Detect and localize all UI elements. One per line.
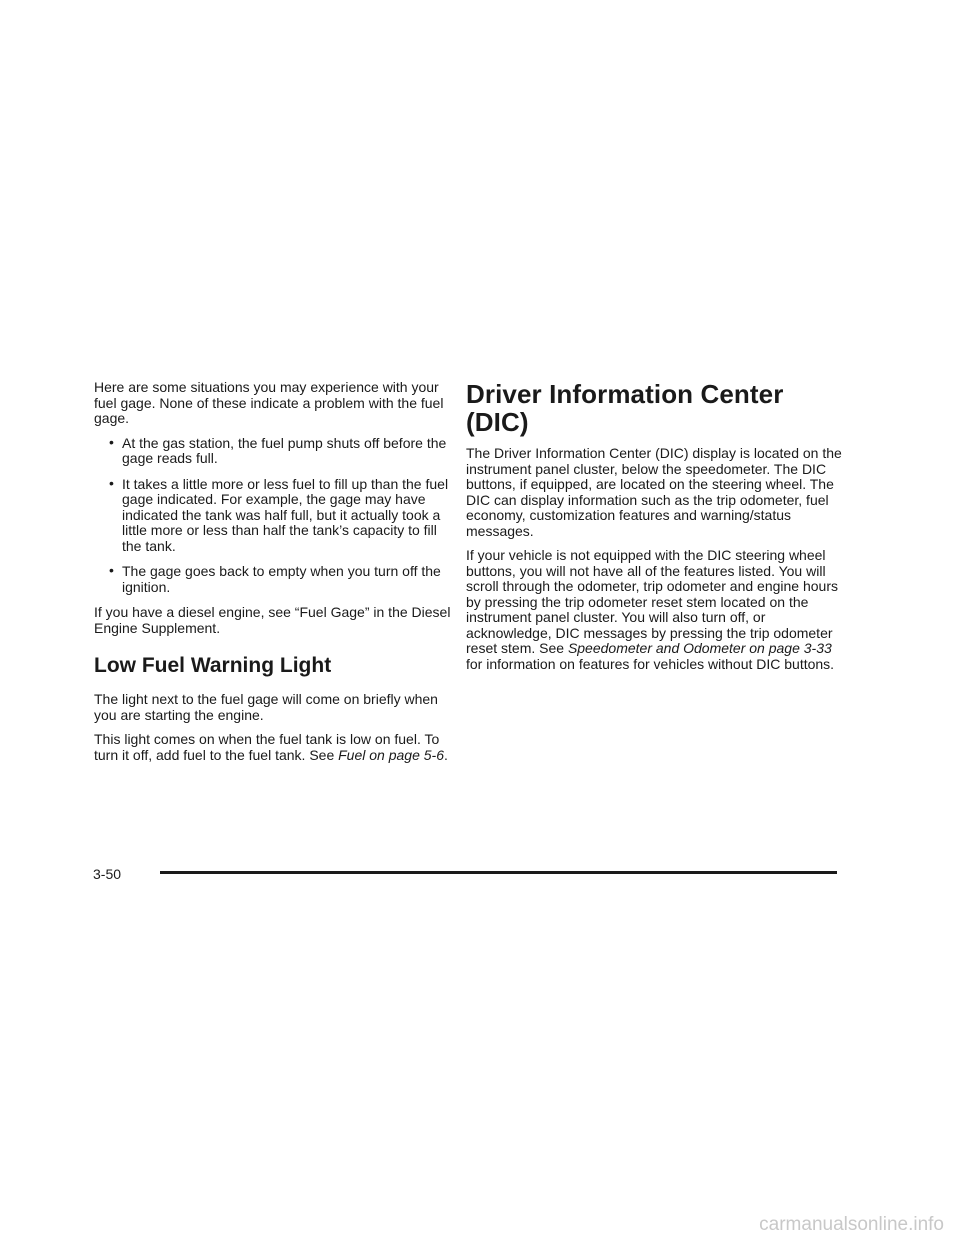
page-number: 3-50 — [93, 866, 122, 882]
dic-paragraph-1: The Driver Information Center (DIC) display is located on the instrument panel cluster, below the speedometer. The DIC buttons, if equipped, are located on the steering wheel. The DIC can display information such as the trip odometer, fuel economy, customization features and warning/status messages. — [466, 445, 842, 539]
watermark: carmanualsonline.info — [759, 1214, 944, 1235]
low-fuel-paragraph-1: The light next to the fuel gage will come on briefly when you are starting the engine. — [94, 691, 438, 723]
intro-paragraph: Here are some situations you may experience with your fuel gage. None of these indicate a problem with the fuel gage. — [94, 379, 444, 426]
list-item: • It takes a little more or less fuel to fill up than the fuel gage indicated. For example, the gage may have indicated the tank was half full, but it actually took a little more or less than half the tank’s capacity to fill the tank. — [109, 474, 449, 554]
right-column — [466, 380, 844, 681]
low-fuel-heading: Low Fuel Warning Light — [94, 654, 332, 677]
low-fuel-paragraph-2: This light comes on when the fuel tank is low on fuel. To turn it off, add fuel to the fuel tank. See Fuel on page 5-6. — [94, 731, 448, 763]
list-item: • The gage goes back to empty when you turn off the ignition. — [109, 562, 441, 595]
bullet-icon: • — [109, 433, 114, 450]
bullet-icon: • — [109, 474, 114, 491]
diesel-note: If you have a diesel engine, see “Fuel Gage” in the Diesel Engine Supplement. — [94, 604, 451, 636]
bullet-icon: • — [109, 562, 114, 578]
left-column — [94, 380, 456, 772]
situation-list — [94, 433, 456, 596]
fuel-page-link[interactable]: Fuel on page 5-6 — [338, 746, 444, 763]
list-item: • At the gas station, the fuel pump shuts off before the gage reads full. — [109, 433, 447, 466]
speedometer-page-link[interactable]: Speedometer and Odometer on page 3-33 — [567, 640, 832, 656]
dic-heading: Driver Information Center (DIC) — [466, 379, 784, 437]
dic-paragraph-2: If your vehicle is not equipped with the DIC steering wheel buttons, you will not have all of the features listed. You will scroll through the odometer, trip odometer and engine hours by pressing the trip odometer reset stem located on the instrument panel cluster. You will also turn off, or acknowledge, DIC messages by pressing the trip odometer reset stem. See Speedometer and Odometer on page 3-33 for information on features for vehicles without DIC buttons. — [466, 547, 839, 672]
footer-rule — [160, 871, 837, 874]
